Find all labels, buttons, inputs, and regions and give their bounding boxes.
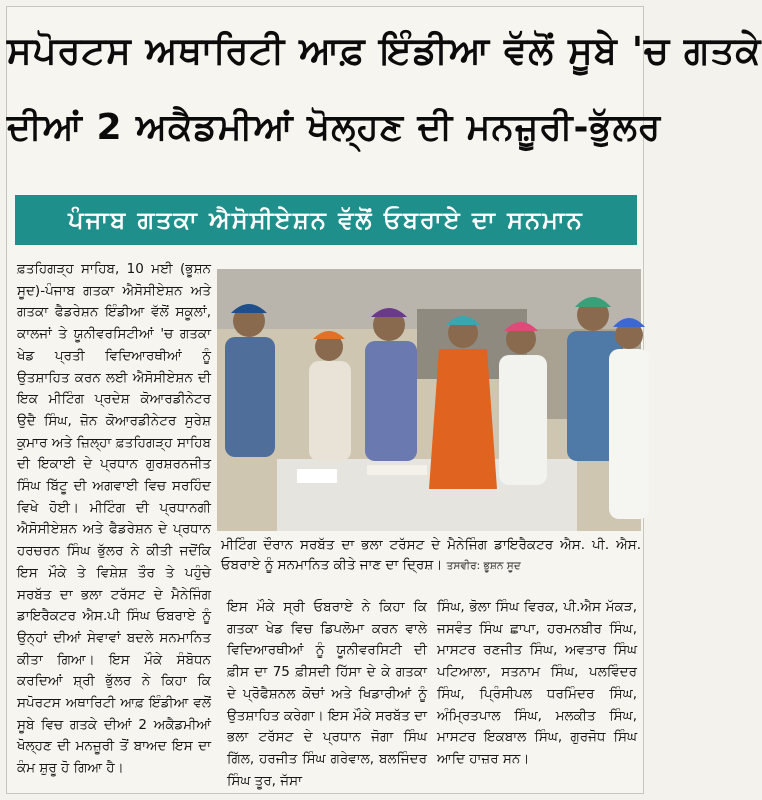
headline-line-1: ਸਪੋਰਟਸ ਅਥਾਰਿਟੀ ਆਫ਼ ਇੰਡੀਆ ਵੱਲੋਂ ਸੂਬੇ 'ਚ ਗਤਕੇ (7, 29, 762, 72)
article-column-3: ਸਿੰਘ, ਭੋਲਾ ਸਿੰਘ ਵਿਰਕ, ਪੀ.ਐਸ ਮੱਕੜ, ਜਸਵੰਤ ਸਿੰਘ ਛਾਪਾ, ਹਰਮਨਬੀਰ ਸਿੰਘ, ਮਾਸਟਰ ਰਣਜੀਤ ਸਿੰਘ, ਅਵਤਾਰ ਸਿੰਘ ਪਟਿਆਲਾ, ਸਤਨਾਮ ਸਿੰਘ, ਪਲਵਿੰਦਰ ਸਿੰਘ, ਪ੍ਰਿੰਸੀਪਲ ਧਰਮਿੰਦਰ ਸਿੰਘ, ਅੰਮ੍ਰਿਤਪਾਲ ਸਿੰਘ, ਮਲਕੀਤ ਸਿੰਘ, ਮਾਸਟਰ ਇਕਬਾਲ ਸਿੰਘ, ਗੁਰਜੋਧ ਸਿੰਘ ਆਦਿ ਹਾਜ਼ਰ ਸਨ। (437, 599, 637, 767)
subheadline-text: ਪੰਜਾਬ ਗਤਕਾ ਐਸੋਸੀਏਸ਼ਨ ਵੱਲੋਂ ਓਬਰਾਏ ਦਾ ਸਨਮਾਨ (68, 206, 584, 234)
photo-credit: ਤਸਵੀਰ: ਭੂਸ਼ਨ ਸੂਦ (446, 560, 521, 572)
article-column-1: ਫ਼ਤਹਿਗੜ੍ਹ ਸਾਹਿਬ, 10 ਮਈ (ਭੂਸ਼ਨ ਸੂਦ)-ਪੰਜਾਬ ਗਤਕਾ ਐਸੋਸੀਏਸ਼ਨ ਅਤੇ ਗਤਕਾ ਫੈਡਰੇਸ਼ਨ ਇੰਡੀਆ ਵੱਲੋਂ ਸਕੂਲਾਂ, ਕਾਲਜਾਂ ਤੇ ਯੂਨੀਵਰਸਿਟੀਆਂ 'ਚ ਗਤਕਾ ਖੇਡ ਪ੍ਰਤੀ ਵਿਦਿਆਰਥੀਆਂ ਨੂੰ ਉਤਸ਼ਾਹਿਤ ਕਰਨ ਲਈ ਐਸੋਸੀਏਸ਼ਨ ਦੀ ਇਕ ਮੀਟਿੰਗ ਪ੍ਰਦੇਸ਼ ਕੋਆਰਡੀਨੇਟਰ ਉਦੈ ਸਿੰਘ, ਜ਼ੋਨ ਕੋਆਰਡੀਨੇਟਰ ਸੁਰੇਸ਼ ਕੁਮਾਰ ਅਤੇ ਜ਼ਿਲ੍ਹਾ ਫ਼ਤਹਿਗੜ੍ਹ ਸਾਹਿਬ ਦੀ ਇਕਾਈ ਦੇ ਪ੍ਰਧਾਨ ਗੁਰਸ਼ਰਨਜੀਤ ਸਿੰਘ ਬਿੱਟੂ ਦੀ ਅਗਵਾਈ ਵਿਚ ਸਰਹਿੰਦ ਵਿਖੇ ਹੋਈ। ਮੀਟਿੰਗ ਦੀ ਪ੍ਰਧਾਨਗੀ ਐਸੋਸੀਏਸ਼ਨ ਅਤੇ ਫੈਡਰੇਸ਼ਨ ਦੇ ਪ੍ਰਧਾਨ ਹਰਚਰਨ ਸਿੰਘ ਭੁੱਲਰ ਨੇ ਕੀਤੀ ਜਦੋਂਕਿ ਇਸ ਮੌਕੇ ਤੇ ਵਿਸ਼ੇਸ਼ ਤੌਰ ਤੇ ਪਹੁੰਚੇ ਸਰਬੱਤ ਦਾ ਭਲਾ ਟਰੱਸਟ ਦੇ ਮੈਨੇਜਿੰਗ ਡਾਇਰੈਕਟਰ ਐਸ.ਪੀ ਸਿੰਘ ਓਬਰਾਏ ਨੂੰ ਉਨ੍ਹਾਂ ਦੀਆਂ ਸੇਵਾਵਾਂ ਬਦਲੇ ਸਨਮਾਨਿਤ ਕੀਤਾ ਗਿਆ। ਇਸ ਮੌਕੇ ਸੰਬੋਧਨ ਕਰਦਿਆਂ ਸ਼੍ਰੀ ਭੁੱਲਰ ਨੇ ਕਿਹਾ ਕਿ ਸਪੋਰਟਸ ਅਥਾਰਿਟੀ ਆਫ਼ ਇੰਡੀਆ ਵਲੋਂ ਸੂਬੇ ਵਿਚ ਗਤਕੇ ਦੀਆਂ 2 ਅਕੈਡਮੀਆਂ ਖੋਲ੍ਹਣ ਦੀ ਮਨਜ਼ੂਰੀ ਤੋਂ ਬਾਅਦ ਇਸ ਦਾ ਕੰਮ ਸ਼ੁਰੂ ਹੋ ਗਿਆ ਹੈ। (17, 261, 211, 777)
newspaper-clipping (6, 6, 762, 794)
headline-line-2: ਦੀਆਂ 2 ਅਕੈਡਮੀਆਂ ਖੋਲ੍ਹਣ ਦੀ ਮਨਜ਼ੂਰੀ-ਭੁੱਲਰ (7, 107, 662, 148)
photo-caption (221, 535, 641, 576)
photo-illustration (217, 269, 641, 531)
article-column-2: ਇਸ ਮੌਕੇ ਸ੍ਰੀ ਓਬਰਾਏ ਨੇ ਕਿਹਾ ਕਿ ਗਤਕਾ ਖੇਡ ਵਿਚ ਡਿਪਲੋਮਾ ਕਰਨ ਵਾਲੇ ਵਿਦਿਆਰਥੀਆਂ ਨੂੰ ਯੂਨੀਵਰਸਿਟੀ ਦੀ ਫ਼ੀਸ ਦਾ 75 ਫ਼ੀਸਦੀ ਹਿੱਸਾ ਦੇ ਕੇ ਗਤਕਾ ਦੇ ਪ੍ਰੋਫੈਸ਼ਨਲ ਕੋਚਾਂ ਅਤੇ ਖਿਡਾਰੀਆਂ ਨੂੰ ਉਤਸ਼ਾਹਿਤ ਕਰੇਗਾ। ਇਸ ਮੌਕੇ ਸਰਬੱਤ ਦਾ ਭਲਾ ਟਰੱਸਟ ਦੇ ਪ੍ਰਧਾਨ ਜੋਗਾ ਸਿੰਘ ਗਿੱਲ, ਹਰਜੀਤ ਸਿੰਘ ਗਰੇਵਾਲ, ਬਲਜਿੰਦਰ ਸਿੰਘ ਤੂਰ, ਜੱਸਾ (227, 599, 427, 789)
news-photo (217, 269, 641, 531)
subheadline-banner (15, 195, 637, 245)
caption-text: ਮੀਟਿੰਗ ਦੌਰਾਨ ਸਰਬੱਤ ਦਾ ਭਲਾ ਟਰੱਸਟ ਦੇ ਮੈਨੇਜਿੰਗ ਡਾਇਰੈਕਟਰ ਐਸ. ਪੀ. ਐਸ. ਓਬਰਾਏ ਨੂੰ ਸਨਮਾਨਿਤ ਕੀਤੇ ਜਾਣ ਦਾ ਦ੍ਰਿਸ਼। (221, 537, 641, 573)
